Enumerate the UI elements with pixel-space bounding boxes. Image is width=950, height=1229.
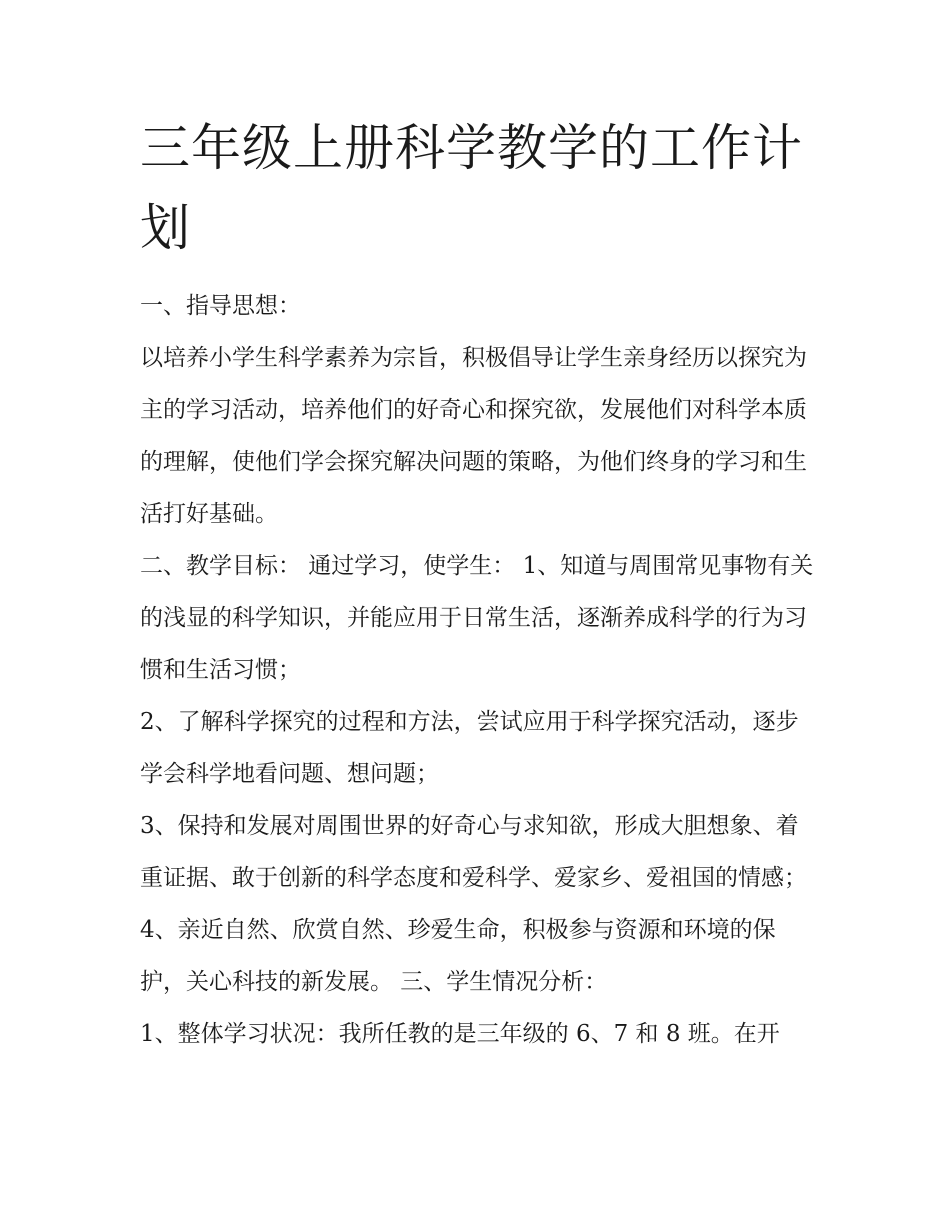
paragraph-guiding-thought: 以培养小学生科学素养为宗旨，积极倡导让学生亲身经历以探究为主的学习活动，培养他们的好奇心和探究欲，发展他们对科学本质的理解，使他们学会探究解决问题的策略，为他们终身的学习和生活打好基础。 xyxy=(140,345,807,527)
document-title: 三年级上册科学教学的工作计划 xyxy=(140,119,803,257)
paragraph-goal-2: 2、了解科学探究的过程和方法，尝试应用于科学探究活动，逐步学会科学地看问题、想问题； xyxy=(140,709,799,787)
section-heading-guiding-thought: 一、指导思想： xyxy=(140,293,301,319)
paragraph-goal-3: 3、保持和发展对周围世界的好奇心与求知欲，形成大胆想象、着重证据、敢于创新的科学态度和爱科学、爱家乡、爱祖国的情感； xyxy=(140,813,807,891)
paragraph-goal-4: 4、亲近自然、欣赏自然、珍爱生命，积极参与资源和环境的保护，关心科技的新发展。 三、学生情况分析： xyxy=(140,917,776,995)
paragraph-student-analysis-1: 1、整体学习状况：我所任教的是三年级的 6、7 和 8 班。在开 xyxy=(140,1021,780,1047)
paragraph-teaching-goals: 二、教学目标： 通过学习，使学生： 1、知道与周围常见事物有关的浅显的科学知识，并能应用于日常生活，逐渐养成科学的行为习惯和生活习惯； xyxy=(140,553,814,683)
document-body xyxy=(140,280,820,1060)
